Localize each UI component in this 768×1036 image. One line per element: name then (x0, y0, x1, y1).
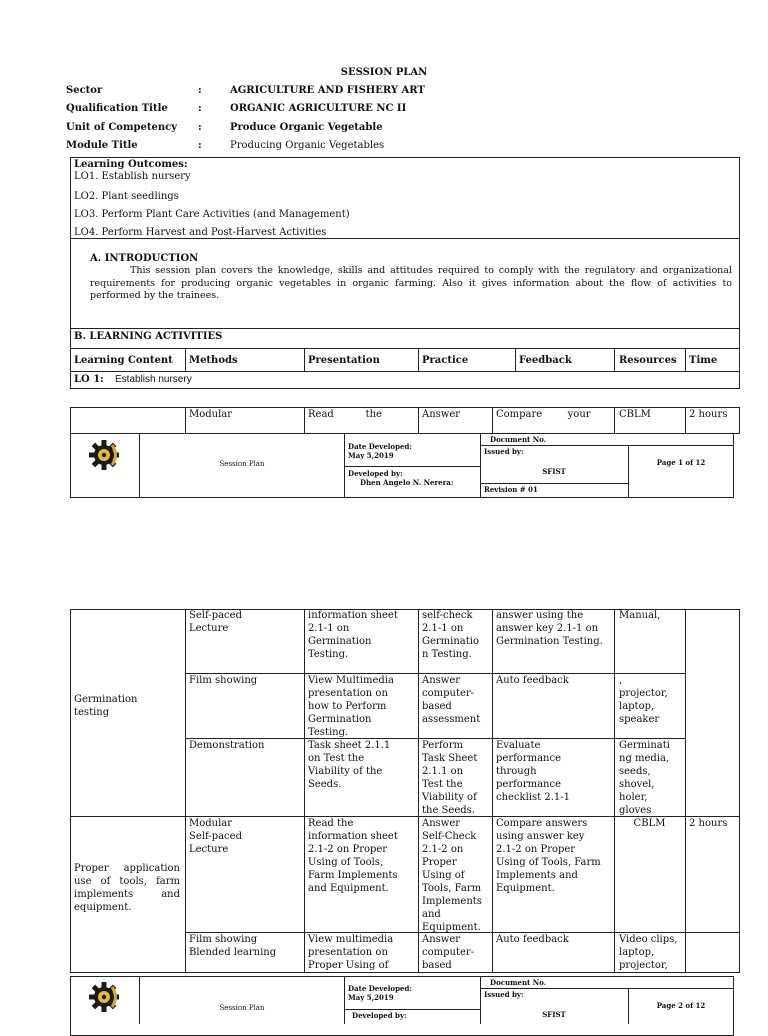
outcome-item: LO4. Perform Harvest and Post-Harvest Activities (74, 227, 327, 238)
meta-label: Module Title (66, 140, 138, 151)
introduction-body: This session plan covers the knowledge, skills and attitudes required to comply with the regulatory and organizational requirements for producing organic vegetables in organic farming. Also it gives information about the flow of activities to performed by the trainees. (90, 265, 732, 301)
footer-document-no: Document No. (490, 435, 547, 444)
header-feedback: Feedback (519, 355, 572, 366)
meta-colon: : (198, 103, 202, 114)
col-line (185, 348, 186, 371)
cell-methods: Film showing (189, 675, 258, 686)
cell-time: 2 hours (689, 409, 728, 420)
col-line (304, 407, 305, 434)
header-time: Time (689, 355, 718, 366)
footer-date: May 5,2019 (348, 451, 394, 460)
cell-learning-content: Germination testing (74, 694, 138, 718)
outcome-item: LO3. Perform Plant Care Activities (and Management) (74, 209, 350, 220)
cell-practice: Answer computer- based (422, 934, 475, 971)
cell-resources: Manual, (619, 610, 661, 621)
col-line (614, 348, 615, 371)
cell-practice: self-check 2.1-1 on Germinatio n Testing. (422, 610, 480, 660)
lo-text: Establish nursery (115, 374, 192, 385)
cell-feedback: Auto feedback (496, 934, 569, 945)
outcome-item: LO2. Plant seedlings (74, 191, 179, 202)
cell-presentation: information sheet 2.1-1 on Germination Testing. (308, 610, 398, 660)
lo-label: LO 1: (74, 374, 104, 385)
cell-presentation: Read the (308, 409, 382, 420)
cell-feedback: answer using the answer key 2.1-1 on Germination Testing. (496, 610, 603, 647)
col-line (418, 407, 419, 434)
header-methods: Methods (189, 355, 238, 366)
cell-resources: Germinati ng media, seeds, shovel, holer, gloves (619, 740, 670, 816)
col-line (685, 348, 686, 371)
meta-label: Sector (66, 85, 103, 96)
footer-issuer: SFIST (542, 1010, 566, 1019)
cell-methods: Self-paced Lecture (189, 610, 242, 634)
footer-page-number: Page 1 of 12 (656, 458, 706, 467)
col-line (614, 407, 615, 434)
header-resources: Resources (619, 355, 677, 366)
outcomes-heading: Learning Outcomes: (74, 159, 188, 170)
introduction-heading: A. INTRODUCTION (90, 253, 199, 264)
divider (70, 348, 740, 349)
cell-feedback: Compare answers using answer key 2.1-2 on Proper Using of Tools, Farm Implements and Equipment. (496, 818, 601, 894)
cell-practice: Answer computer- based assessment (422, 675, 481, 725)
cell-resources: CBLM (633, 818, 666, 829)
cell-practice: Perform Task Sheet 2.1.1 on Test the Viability of the Seeds. (422, 740, 478, 816)
cell-presentation: Read the information sheet 2.1-2 on Proper Using of Tools, Farm Implements and Equipment. (308, 818, 398, 894)
col-line (492, 407, 493, 434)
footer-issuer: SFIST (542, 467, 566, 476)
meta-colon: : (198, 85, 202, 96)
footer-page-number: Page 2 of 12 (656, 1001, 706, 1010)
activities-heading: B. LEARNING ACTIVITIES (74, 331, 223, 342)
footer-developer: Dhen Angelo N. Nerera: (360, 478, 454, 487)
divider (70, 328, 740, 329)
cell-feedback: Auto feedback (496, 675, 569, 686)
cell-learning-content: Proper application use of tools, farm implements and equipment. (74, 863, 180, 913)
meta-label: Unit of Competency (66, 122, 178, 133)
cell-methods: Modular (189, 409, 233, 420)
header-presentation: Presentation (308, 355, 380, 366)
meta-colon: : (198, 140, 202, 151)
meta-label: Qualification Title (66, 103, 168, 114)
meta-value: ORGANIC AGRICULTURE NC II (230, 103, 407, 114)
cell-resources: Video clips, laptop, projector, (619, 934, 678, 971)
gear-logo-icon (86, 437, 122, 477)
col-line (418, 348, 419, 371)
gear-logo-icon (86, 979, 122, 1019)
meta-colon: : (198, 122, 202, 133)
header-learning-content: Learning Content (74, 355, 173, 366)
meta-value: AGRICULTURE AND FISHERY ART (230, 85, 425, 96)
cell-time: 2 hours (689, 818, 728, 829)
cell-methods: Modular Self-paced Lecture (189, 818, 242, 855)
footer-doc-title: Session Plan (219, 1004, 265, 1012)
cell-presentation: View multimedia presentation on Proper Using of (308, 934, 394, 971)
footer-doc-title: Session Plan (219, 460, 265, 468)
footer-developed-label: Developed by: (352, 1011, 407, 1020)
cell-feedback: Compare your (496, 409, 591, 420)
footer-date-label: Date Developed: (348, 442, 412, 451)
page-title: SESSION PLAN (340, 67, 428, 78)
footer-revision: Revision # 01 (484, 485, 538, 494)
cell-presentation: Task sheet 2.1.1 on Test the Viability of the Seeds. (308, 740, 391, 790)
header-practice: Practice (422, 355, 469, 366)
meta-value: Producing Organic Vegetables (230, 140, 385, 151)
cell-presentation: View Multimedia presentation on how to Perform Germination Testing. (308, 675, 394, 738)
col-line (685, 407, 686, 434)
footer-issued-by: Issued by: (484, 447, 524, 456)
footer-issued-by: Issued by: (484, 990, 524, 999)
cell-resources: CBLM (619, 409, 651, 420)
col-line (185, 407, 186, 434)
cell-methods: Demonstration (189, 740, 265, 751)
divider (70, 371, 740, 372)
cell-feedback: Evaluate performance through performance checklist 2.1-1 (496, 740, 570, 803)
cell-practice: Answer Self-Check 2.1-2 on Proper Using of Tools, Farm Implements and Equipment. (422, 818, 482, 933)
cell-methods: Film showing Blended learning (189, 934, 277, 958)
cell-practice: Answer (422, 409, 461, 420)
cell-resources: , projector, laptop, speaker (619, 675, 668, 725)
outcome-item: LO1. Establish nursery (74, 171, 191, 182)
meta-value: Produce Organic Vegetable (230, 122, 383, 133)
footer-date: May 5,2019 (348, 993, 394, 1002)
footer-document-no: Document No. (490, 978, 547, 987)
footer-developed-label: Developed by: (348, 469, 403, 478)
footer-date-label: Date Developed: (348, 984, 412, 993)
col-line (515, 348, 516, 371)
col-line (304, 348, 305, 371)
